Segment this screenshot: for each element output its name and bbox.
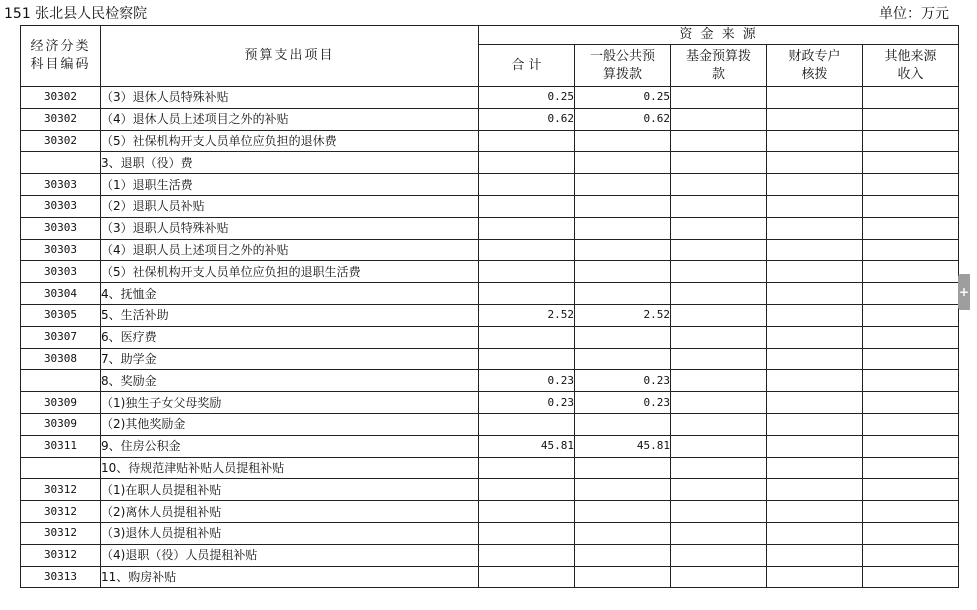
- row-item: 4、抚恤金: [101, 283, 479, 305]
- row-fund: [671, 108, 767, 130]
- row-item: （1）退职生活费: [101, 174, 479, 196]
- row-general: [575, 326, 671, 348]
- row-total: [479, 348, 575, 370]
- unit-label: 单位：万元: [879, 6, 949, 22]
- row-other: [863, 457, 959, 479]
- document-title: 151 张北县人民检察院: [4, 6, 148, 22]
- row-other: [863, 435, 959, 457]
- row-item: （4）退休人员上述项目之外的补贴: [101, 108, 479, 130]
- row-special: [767, 479, 863, 501]
- row-other: [863, 413, 959, 435]
- row-total: 0.25: [479, 87, 575, 109]
- row-item: （2)离休人员提租补贴: [101, 501, 479, 523]
- row-item: （3)退休人员提租补贴: [101, 522, 479, 544]
- row-code: [21, 370, 101, 392]
- row-general: [575, 413, 671, 435]
- row-other: [863, 87, 959, 109]
- header-special: 财政专户核拨: [767, 45, 863, 87]
- row-special: [767, 283, 863, 305]
- row-other: [863, 174, 959, 196]
- table-row: [21, 152, 959, 174]
- row-total: [479, 283, 575, 305]
- row-code: 30303: [21, 217, 101, 239]
- row-item: （2)其他奖励金: [101, 413, 479, 435]
- row-other: [863, 348, 959, 370]
- table-row: [21, 130, 959, 152]
- row-fund: [671, 435, 767, 457]
- table-row: [21, 413, 959, 435]
- row-total: [479, 130, 575, 152]
- row-other: [863, 239, 959, 261]
- table-row: [21, 195, 959, 217]
- row-special: [767, 174, 863, 196]
- row-item: 3、退职（役）费: [101, 152, 479, 174]
- row-special: [767, 435, 863, 457]
- table-row: [21, 435, 959, 457]
- row-item: （4）退职人员上述项目之外的补贴: [101, 239, 479, 261]
- row-fund: [671, 217, 767, 239]
- row-fund: [671, 522, 767, 544]
- row-code: 30312: [21, 544, 101, 566]
- table-row: [21, 326, 959, 348]
- row-item: 9、住房公积金: [101, 435, 479, 457]
- row-general: 0.25: [575, 87, 671, 109]
- row-total: [479, 217, 575, 239]
- row-general: [575, 130, 671, 152]
- row-special: [767, 544, 863, 566]
- row-total: [479, 544, 575, 566]
- table-row: [21, 283, 959, 305]
- row-other: [863, 479, 959, 501]
- header-other: 其他来源收入: [863, 45, 959, 87]
- row-total: [479, 174, 575, 196]
- table-row: [21, 217, 959, 239]
- row-fund: [671, 479, 767, 501]
- row-fund: [671, 392, 767, 414]
- row-fund: [671, 348, 767, 370]
- row-total: [479, 261, 575, 283]
- row-general: [575, 283, 671, 305]
- table-row: [21, 108, 959, 130]
- row-fund: [671, 195, 767, 217]
- row-general: 0.23: [575, 392, 671, 414]
- row-code: 30303: [21, 239, 101, 261]
- row-code: 30312: [21, 522, 101, 544]
- row-general: 45.81: [575, 435, 671, 457]
- row-other: [863, 370, 959, 392]
- row-total: [479, 195, 575, 217]
- row-fund: [671, 261, 767, 283]
- row-general: [575, 501, 671, 523]
- row-item: （1)独生子女父母奖励: [101, 392, 479, 414]
- row-total: 45.81: [479, 435, 575, 457]
- table-row: [21, 522, 959, 544]
- row-code: 30304: [21, 283, 101, 305]
- row-other: [863, 283, 959, 305]
- row-other: [863, 108, 959, 130]
- row-total: [479, 566, 575, 588]
- row-code: 30305: [21, 304, 101, 326]
- row-fund: [671, 457, 767, 479]
- row-fund: [671, 413, 767, 435]
- budget-table: [20, 25, 959, 588]
- table-row: [21, 348, 959, 370]
- row-code: 30303: [21, 174, 101, 196]
- row-item: 10、待规范津贴补贴人员提租补贴: [101, 457, 479, 479]
- row-general: [575, 195, 671, 217]
- table-row: [21, 479, 959, 501]
- header-fund: 基金预算拨款: [671, 45, 767, 87]
- table-row: [21, 304, 959, 326]
- header-total: 合 计: [479, 45, 575, 87]
- row-other: [863, 522, 959, 544]
- table-row: [21, 87, 959, 109]
- row-item: （4)退职（役）人员提租补贴: [101, 544, 479, 566]
- row-special: [767, 392, 863, 414]
- row-item: 8、奖励金: [101, 370, 479, 392]
- row-code: 30312: [21, 479, 101, 501]
- row-special: [767, 217, 863, 239]
- row-general: [575, 566, 671, 588]
- row-other: [863, 130, 959, 152]
- row-fund: [671, 87, 767, 109]
- row-special: [767, 501, 863, 523]
- row-general: [575, 174, 671, 196]
- row-code: 30308: [21, 348, 101, 370]
- row-general: [575, 479, 671, 501]
- row-other: [863, 326, 959, 348]
- row-code: 30302: [21, 87, 101, 109]
- table-header: [21, 26, 959, 87]
- row-special: [767, 457, 863, 479]
- row-fund: [671, 152, 767, 174]
- row-other: [863, 217, 959, 239]
- row-general: [575, 261, 671, 283]
- row-fund: [671, 326, 767, 348]
- row-fund: [671, 239, 767, 261]
- title-bar: [0, 0, 977, 24]
- row-fund: [671, 501, 767, 523]
- row-special: [767, 152, 863, 174]
- row-fund: [671, 544, 767, 566]
- row-item: （5）社保机构开支人员单位应负担的退职生活费: [101, 261, 479, 283]
- row-total: [479, 457, 575, 479]
- row-special: [767, 348, 863, 370]
- table-row: [21, 261, 959, 283]
- row-general: [575, 457, 671, 479]
- table-body: [21, 87, 959, 588]
- row-total: [479, 413, 575, 435]
- row-code: 30303: [21, 261, 101, 283]
- table-row: [21, 174, 959, 196]
- row-special: [767, 87, 863, 109]
- row-other: [863, 544, 959, 566]
- row-item: （3）退职人员特殊补贴: [101, 217, 479, 239]
- row-item: 11、购房补贴: [101, 566, 479, 588]
- row-other: [863, 501, 959, 523]
- row-special: [767, 261, 863, 283]
- row-general: [575, 522, 671, 544]
- row-general: [575, 544, 671, 566]
- row-fund: [671, 566, 767, 588]
- row-fund: [671, 370, 767, 392]
- row-special: [767, 326, 863, 348]
- row-total: 2.52: [479, 304, 575, 326]
- row-total: 0.23: [479, 370, 575, 392]
- row-special: [767, 566, 863, 588]
- row-special: [767, 413, 863, 435]
- row-other: [863, 195, 959, 217]
- row-special: [767, 108, 863, 130]
- row-other: [863, 152, 959, 174]
- row-item: 5、生活补助: [101, 304, 479, 326]
- row-total: 0.62: [479, 108, 575, 130]
- table-row: [21, 544, 959, 566]
- row-special: [767, 195, 863, 217]
- header-code: 经济分类科目编码: [21, 26, 101, 87]
- table-row: [21, 566, 959, 588]
- row-other: [863, 392, 959, 414]
- table-row: [21, 392, 959, 414]
- row-special: [767, 239, 863, 261]
- row-item: （5）社保机构开支人员单位应负担的退休费: [101, 130, 479, 152]
- table-row: [21, 239, 959, 261]
- row-other: [863, 261, 959, 283]
- row-special: [767, 522, 863, 544]
- row-total: [479, 479, 575, 501]
- row-code: 30302: [21, 108, 101, 130]
- row-special: [767, 130, 863, 152]
- row-code: 30303: [21, 195, 101, 217]
- row-code: 30312: [21, 501, 101, 523]
- row-total: [479, 501, 575, 523]
- row-code: [21, 457, 101, 479]
- row-item: 7、助学金: [101, 348, 479, 370]
- row-fund: [671, 174, 767, 196]
- row-code: 30311: [21, 435, 101, 457]
- row-general: [575, 217, 671, 239]
- row-total: [479, 239, 575, 261]
- row-other: [863, 304, 959, 326]
- expand-plus-icon[interactable]: +: [958, 274, 970, 310]
- row-code: 30309: [21, 392, 101, 414]
- header-source-group: 资 金 来 源: [479, 26, 959, 45]
- row-total: [479, 522, 575, 544]
- row-general: 0.62: [575, 108, 671, 130]
- table-row: [21, 370, 959, 392]
- row-general: 2.52: [575, 304, 671, 326]
- row-total: 0.23: [479, 392, 575, 414]
- header-general: 一般公共预算拨款: [575, 45, 671, 87]
- row-code: 30307: [21, 326, 101, 348]
- row-special: [767, 304, 863, 326]
- header-item: 预算支出项目: [101, 26, 479, 87]
- row-code: [21, 152, 101, 174]
- row-general: [575, 348, 671, 370]
- row-other: [863, 566, 959, 588]
- row-code: 30313: [21, 566, 101, 588]
- table-row: [21, 501, 959, 523]
- row-general: 0.23: [575, 370, 671, 392]
- row-general: [575, 239, 671, 261]
- table-row: [21, 457, 959, 479]
- row-item: （1)在职人员提租补贴: [101, 479, 479, 501]
- row-fund: [671, 283, 767, 305]
- row-fund: [671, 130, 767, 152]
- row-code: 30302: [21, 130, 101, 152]
- row-item: （2）退职人员补贴: [101, 195, 479, 217]
- row-item: 6、医疗费: [101, 326, 479, 348]
- row-general: [575, 152, 671, 174]
- row-fund: [671, 304, 767, 326]
- row-item: （3）退休人员特殊补贴: [101, 87, 479, 109]
- row-total: [479, 326, 575, 348]
- row-code: 30309: [21, 413, 101, 435]
- row-total: [479, 152, 575, 174]
- row-special: [767, 370, 863, 392]
